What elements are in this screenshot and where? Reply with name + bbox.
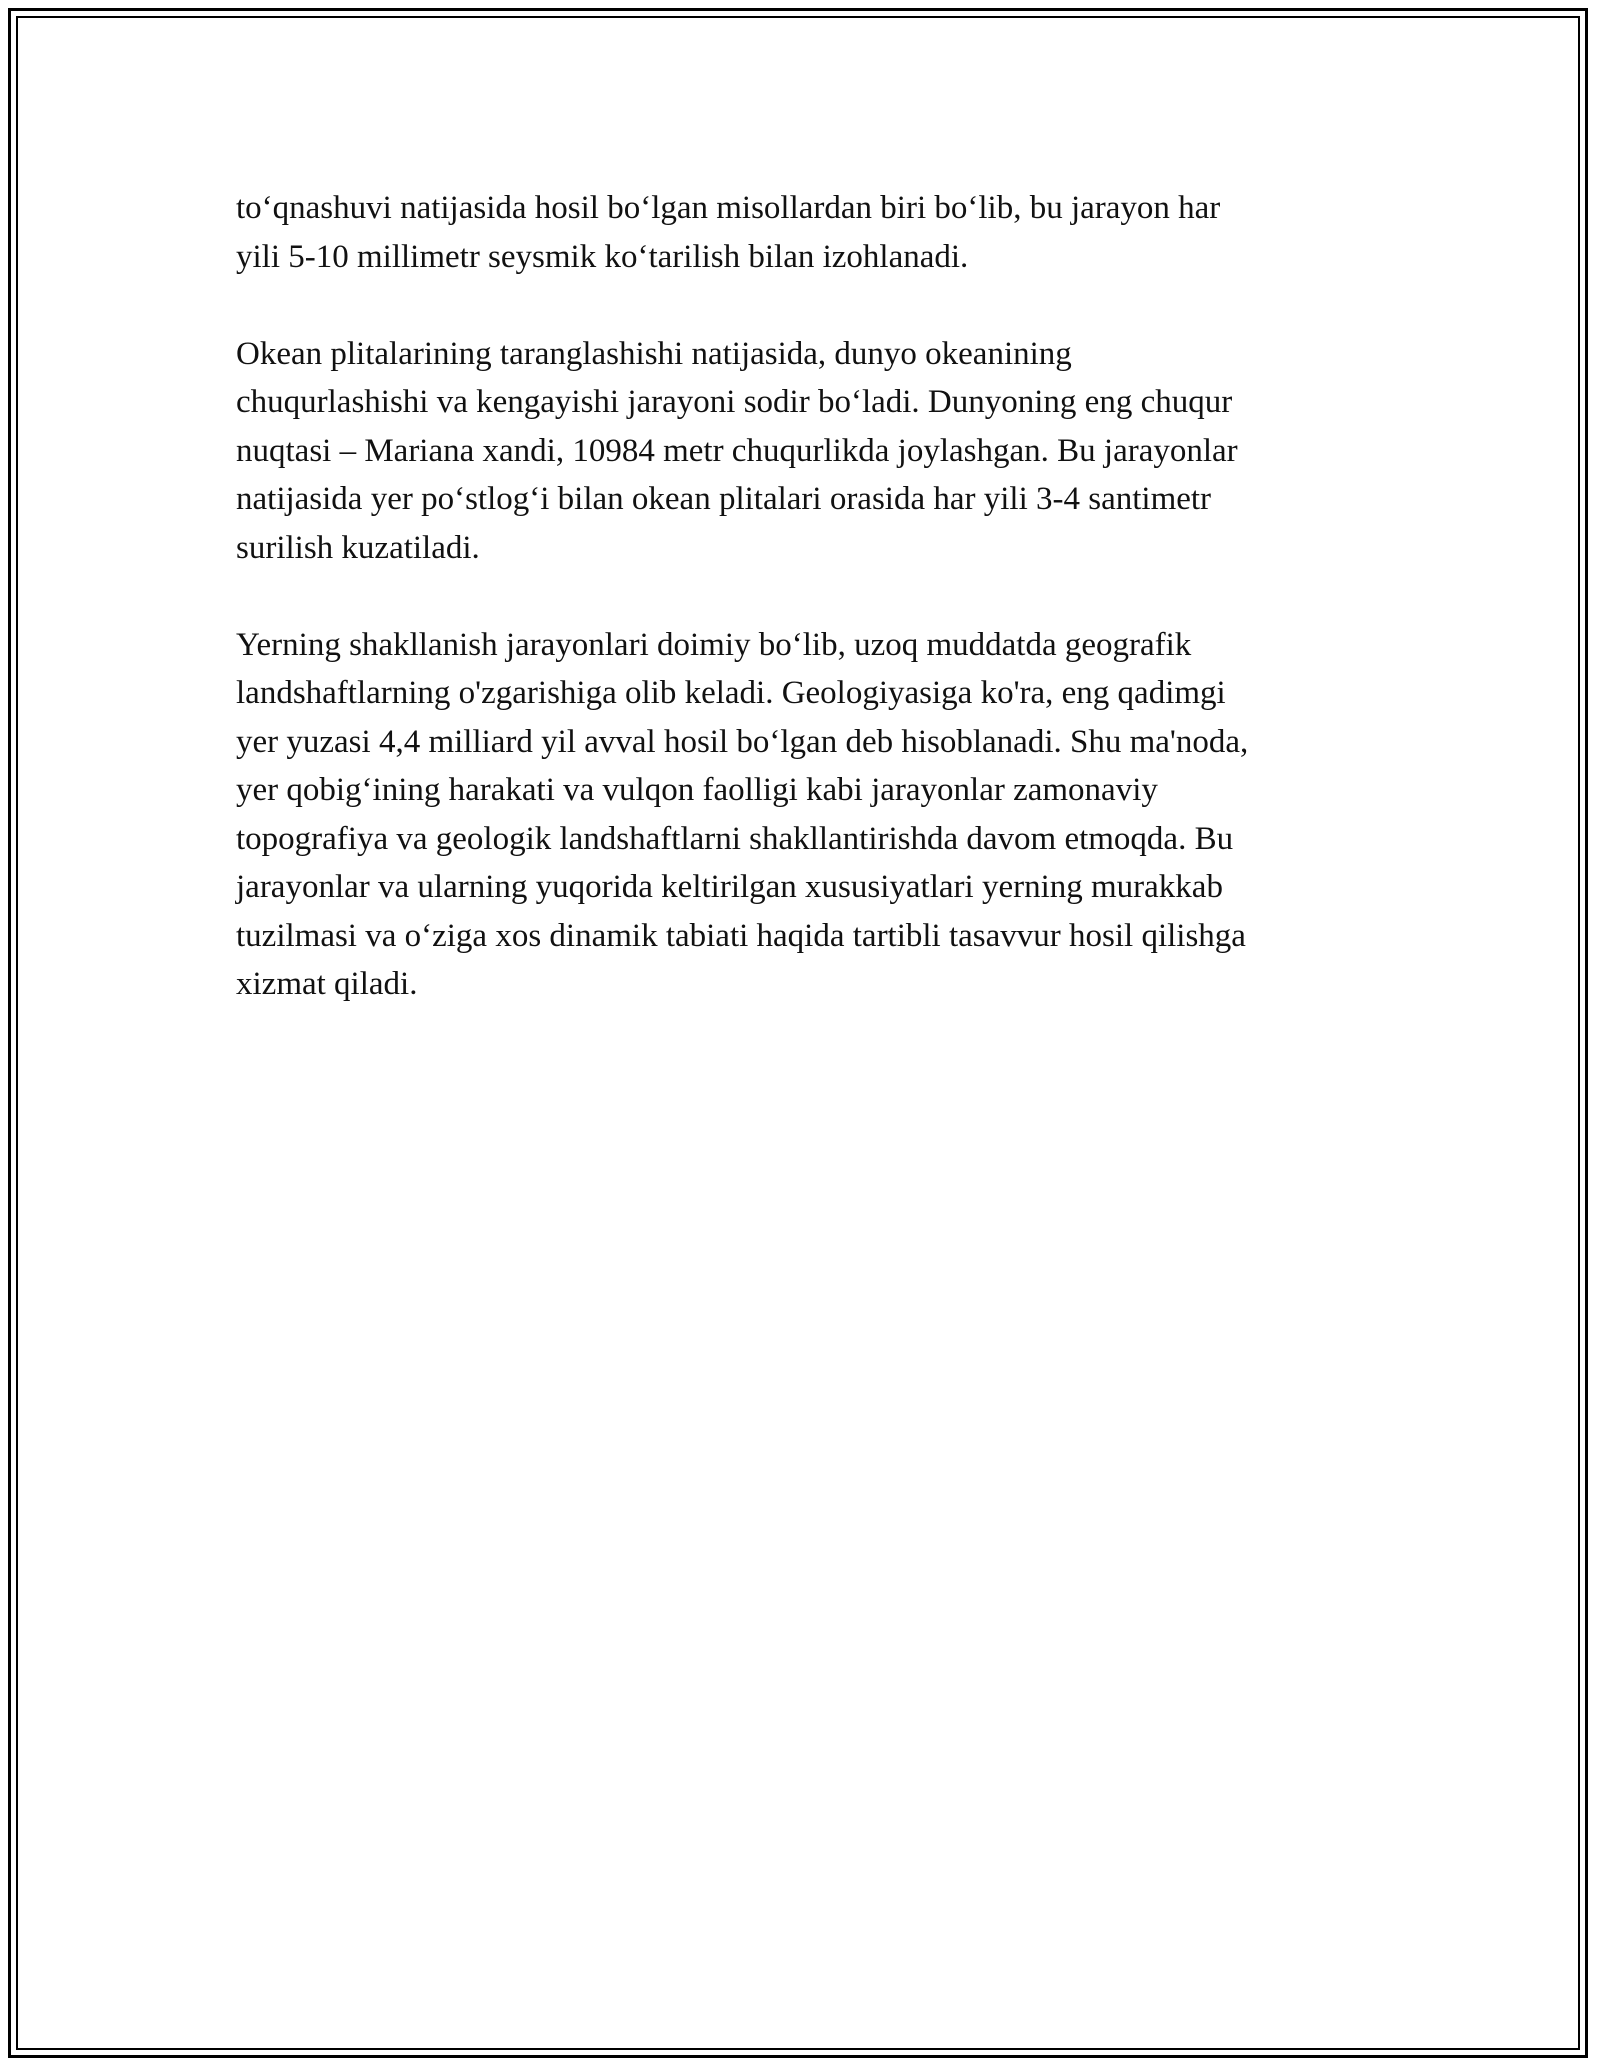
text-line: topografiya va geologik landshaftlarni shakllantirishda davom etmoqda. Bu <box>236 820 1234 857</box>
paragraph-1 <box>236 184 1376 281</box>
text-line: tuzilmasi va o‘ziga xos dinamik tabiati haqida tartibli tasavvur hosil qilishga <box>236 917 1246 954</box>
text-line: nuqtasi – Mariana xandi, 10984 metr chuqurlikda joylashgan. Bu jarayonlar <box>236 432 1238 469</box>
text-line: natijasida yer po‘stlog‘i bilan okean plitalari orasida har yili 3-4 santimetr <box>236 481 1212 517</box>
text-line: yer yuzasi 4,4 milliard yil avval hosil bo‘lgan deb hisoblanadi. Shu ma'noda, <box>236 723 1249 760</box>
text-line: surilish kuzatiladi. <box>236 529 480 566</box>
text-line: landshaftlarning o'zgarishiga olib keladi. Geologiyasiga ko'ra, eng qadimgi <box>236 675 1226 711</box>
paragraph-2 <box>236 330 1376 573</box>
text-line: yili 5-10 millimetr seysmik ko‘tarilish bilan izohlanadi. <box>236 238 969 275</box>
text-line: chuqurlashishi va kengayishi jarayoni sodir bo‘ladi. Dunyoning eng chuqur <box>236 384 1233 420</box>
document-body <box>236 184 1376 1057</box>
text-line: jarayonlar va ularning yuqorida keltirilgan xususiyatlari yerning murakkab <box>236 869 1223 905</box>
text-line: yer qobig‘ining harakati va vulqon faolligi kabi jarayonlar zamonaviy <box>236 772 1158 808</box>
text-line: xizmat qiladi. <box>236 966 418 1002</box>
text-line: Yerning shakllanish jarayonlari doimiy bo‘lib, uzoq muddatda geografik <box>236 626 1192 663</box>
text-line: Okean plitalarining taranglashishi natijasida, dunyo okeanining <box>236 335 1072 372</box>
text-line: to‘qnashuvi natijasida hosil bo‘lgan misollardan biri bo‘lib, bu jarayon har <box>236 190 1221 226</box>
paragraph-3 <box>236 621 1376 1009</box>
